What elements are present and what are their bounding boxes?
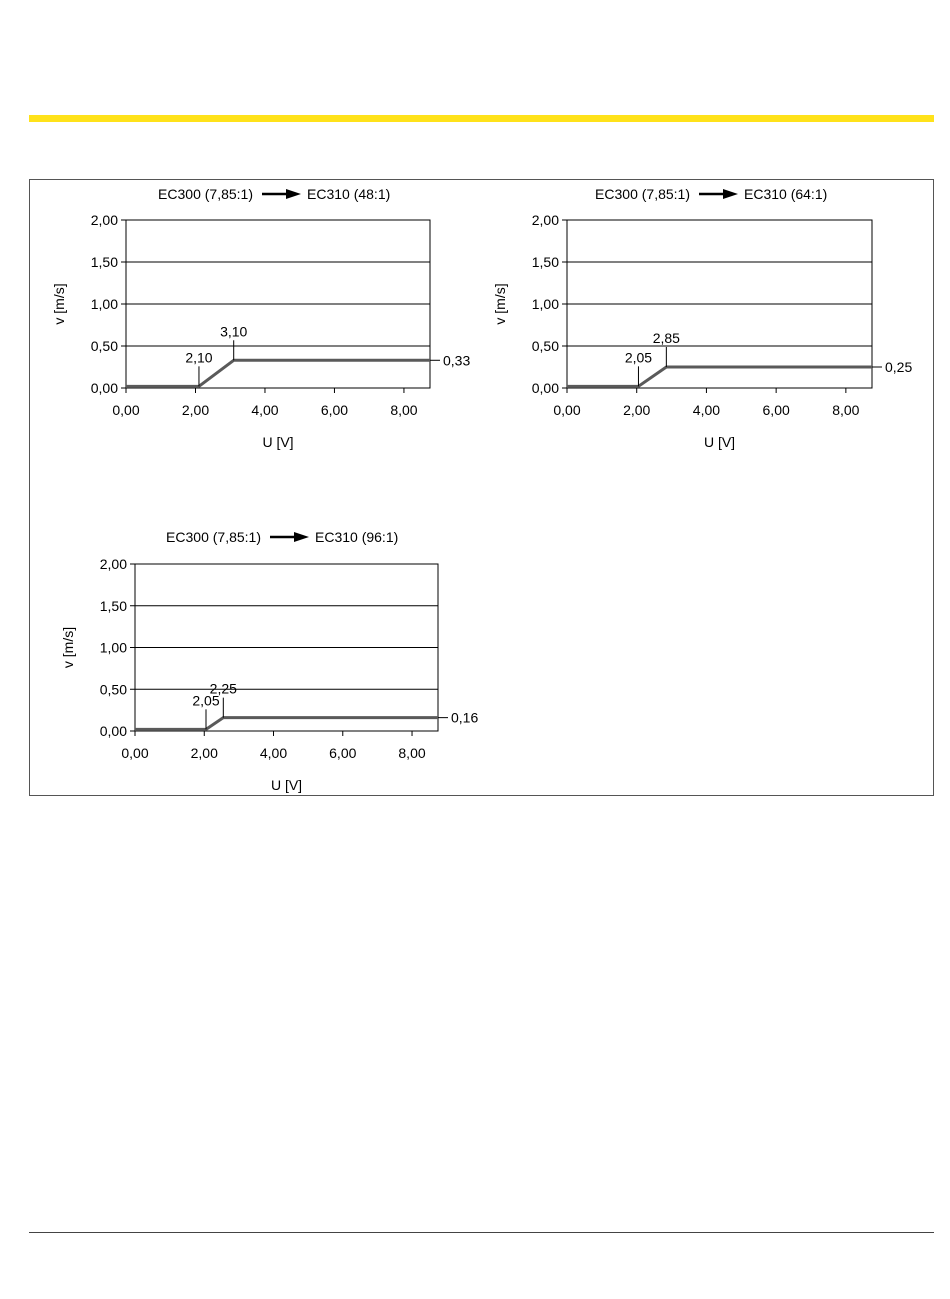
footer-rule bbox=[29, 1232, 934, 1233]
level-value-label: 0,16 bbox=[451, 709, 479, 726]
y-tick-label: 2,00 bbox=[90, 212, 118, 228]
arrow-right-icon bbox=[294, 532, 309, 542]
x-tick-label: 6,00 bbox=[329, 745, 357, 761]
x-tick-label: 8,00 bbox=[390, 402, 418, 418]
chart-title-left: EC300 (7,85:1) bbox=[166, 529, 261, 545]
chart-title-right: EC310 (96:1) bbox=[315, 529, 399, 545]
x-tick-label: 4,00 bbox=[692, 402, 721, 418]
y-axis-label: v [m/s] bbox=[60, 626, 76, 669]
x-tick-label: 8,00 bbox=[832, 402, 860, 418]
y-axis-label: v [m/s] bbox=[51, 283, 67, 325]
x-axis-label: U [V] bbox=[270, 777, 303, 793]
y-tick-label: 0,00 bbox=[99, 723, 127, 739]
y-tick-label: 2,00 bbox=[99, 556, 127, 572]
chart-title-right: EC310 (48:1) bbox=[307, 186, 391, 202]
x-axis-label: U [V] bbox=[262, 434, 294, 450]
end-voltage-label: 3,10 bbox=[220, 323, 248, 340]
x-tick-label: 2,00 bbox=[190, 745, 218, 761]
y-tick-label: 0,50 bbox=[531, 338, 559, 354]
start-voltage-label: 2,05 bbox=[192, 692, 220, 709]
start-voltage-label: 2,10 bbox=[185, 349, 213, 366]
chart-title-left: EC300 (7,85:1) bbox=[158, 186, 253, 202]
y-tick-label: 1,00 bbox=[90, 296, 118, 312]
x-tick-label: 2,00 bbox=[181, 402, 210, 418]
y-tick-label: 1,00 bbox=[531, 296, 559, 312]
y-tick-label: 1,50 bbox=[90, 254, 118, 270]
x-tick-label: 4,00 bbox=[259, 745, 288, 761]
x-tick-label: 0,00 bbox=[553, 402, 581, 418]
y-tick-label: 0,00 bbox=[90, 380, 118, 396]
y-tick-label: 1,50 bbox=[99, 597, 127, 614]
chart-title-right: EC310 (64:1) bbox=[744, 186, 828, 202]
x-tick-label: 0,00 bbox=[121, 745, 149, 761]
start-voltage-label: 2,05 bbox=[624, 349, 653, 366]
y-tick-label: 0,50 bbox=[99, 681, 127, 698]
y-tick-label: 0,00 bbox=[531, 380, 559, 396]
x-tick-label: 4,00 bbox=[251, 402, 279, 418]
x-axis-label: U [V] bbox=[703, 434, 736, 450]
y-tick-label: 1,00 bbox=[99, 639, 127, 656]
end-voltage-label: 2,85 bbox=[652, 330, 680, 346]
y-tick-label: 1,50 bbox=[531, 254, 559, 270]
x-tick-label: 0,00 bbox=[112, 402, 140, 418]
level-value-label: 0,25 bbox=[885, 359, 913, 375]
x-tick-label: 8,00 bbox=[398, 745, 426, 761]
x-tick-label: 6,00 bbox=[762, 402, 790, 418]
end-voltage-label: 2,25 bbox=[209, 680, 237, 697]
y-axis-label: v [m/s] bbox=[492, 283, 508, 325]
x-tick-label: 2,00 bbox=[623, 402, 651, 418]
y-tick-label: 0,50 bbox=[90, 338, 118, 354]
level-value-label: 0,33 bbox=[443, 352, 471, 369]
y-tick-label: 2,00 bbox=[531, 212, 559, 228]
chart-title-left: EC300 (7,85:1) bbox=[595, 186, 690, 202]
x-tick-label: 6,00 bbox=[320, 402, 349, 418]
